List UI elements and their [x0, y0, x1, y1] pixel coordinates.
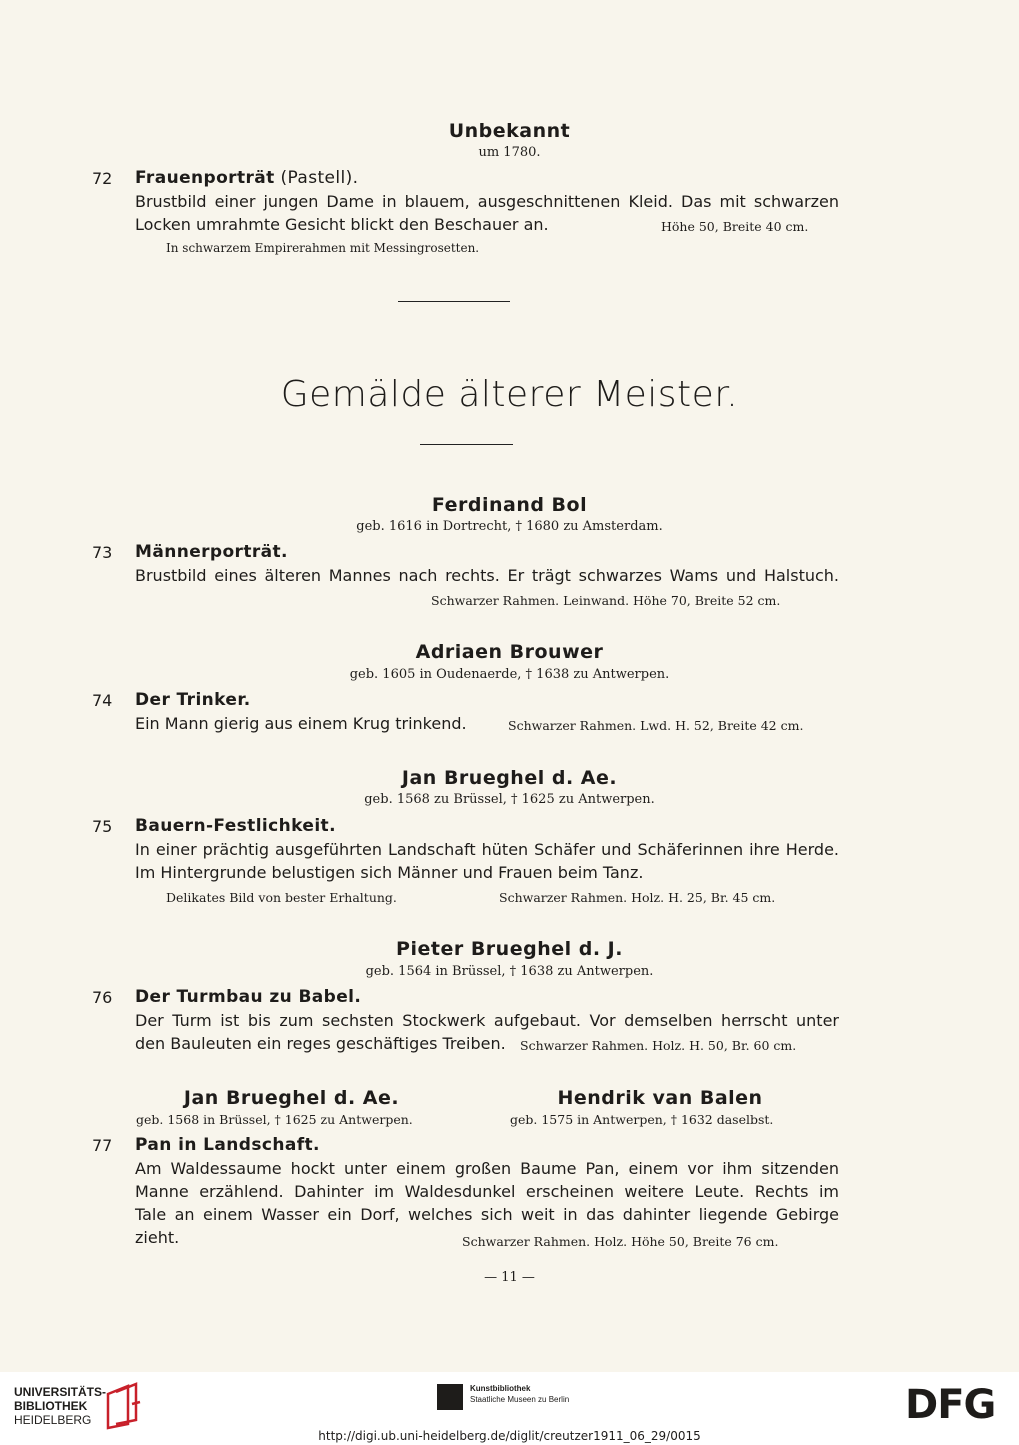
kunstbibliothek-name: [470, 1383, 569, 1405]
lot-description-line: Tale an einem Wasser ein Dorf, welches sich weit in das dahinter liegende Gebirge: [135, 1205, 839, 1224]
lot-number: 75: [92, 817, 113, 836]
kunstbibliothek-line: Kunstbibliothek: [470, 1384, 531, 1393]
lot-number: 73: [92, 543, 113, 562]
lot-title: Der Trinker.: [135, 690, 251, 710]
lot-meta: Schwarzer Rahmen. Leinwand. Höhe 70, Breite 52 cm.: [431, 593, 781, 608]
digitization-footer: [0, 1372, 1019, 1445]
artist-heading: Unbekannt: [448, 120, 571, 142]
artist-life-dates: um 1780.: [478, 145, 541, 160]
library-name: [14, 1385, 106, 1427]
artist-heading: Jan Brueghel d. Ae.: [183, 1087, 400, 1109]
lot-description-line: Locken umrahmte Gesicht blickt den Beschauer an.: [135, 215, 549, 234]
artist-heading: Jan Brueghel d. Ae.: [401, 767, 618, 789]
lot-number: 74: [92, 691, 113, 710]
artist-heading: Hendrik van Balen: [557, 1087, 763, 1109]
lot-title: [135, 168, 358, 188]
library-logo-icon: [104, 1380, 142, 1430]
lot-description-line: Manne erzählend. Dahinter im Waldesdunkel erscheinen weitere Leute. Rechts im: [135, 1182, 839, 1201]
kunstbibliothek-line: Staatliche Museen zu Berlin: [470, 1395, 570, 1404]
lot-description-line: Der Turm ist bis zum sechsten Stockwerk aufgebaut. Vor demselben herrscht unter: [135, 1011, 839, 1030]
lot-note: Delikates Bild von bester Erhaltung.: [166, 890, 397, 905]
artist-heading: Adriaen Brouwer: [415, 641, 604, 663]
lot-description-line: Brustbild einer jungen Dame in blauem, ausgeschnittenen Kleid. Das mit schwarzen: [135, 192, 839, 211]
lot-title: Männerporträt.: [135, 542, 288, 562]
artist-life-dates: geb. 1568 zu Brüssel, † 1625 zu Antwerpen.: [364, 792, 655, 807]
divider: [398, 301, 510, 302]
lot-description-line: Brustbild eines älteren Mannes nach rechts. Er trägt schwarzes Wams und Halstuch.: [135, 566, 839, 585]
lot-title-medium: (Pastell).: [274, 168, 359, 188]
library-name-line: BIBLIOTHEK: [14, 1399, 88, 1413]
artist-life-dates: geb. 1564 in Brüssel, † 1638 zu Antwerpen.: [365, 964, 654, 979]
lot-meta: Schwarzer Rahmen. Holz. Höhe 50, Breite 76 cm.: [462, 1234, 779, 1249]
lot-note: In schwarzem Empirerahmen mit Messingrosetten.: [166, 241, 480, 255]
artist-heading: Ferdinand Bol: [431, 494, 588, 516]
lot-title: Pan in Landschaft.: [135, 1135, 320, 1155]
dfg-logo: DFG: [905, 1382, 996, 1428]
library-name-line: UNIVERSITÄTS-: [14, 1385, 107, 1399]
source-url-link[interactable]: http://digi.ub.uni-heidelberg.de/diglit/creutzer1911_06_29/0015: [318, 1429, 701, 1443]
lot-description-line: Am Waldessaume hockt unter einem großen Baume Pan, einem vor ihm sitzenden: [135, 1159, 839, 1178]
artist-life-dates: geb. 1616 in Dortrecht, † 1680 zu Amsterdam.: [356, 519, 663, 534]
artist-heading: Pieter Brueghel d. J.: [396, 938, 623, 960]
lot-description-line: den Bauleuten ein reges geschäftiges Treiben.: [135, 1034, 506, 1053]
lot-description-line: Im Hintergrunde belustigen sich Männer und Frauen beim Tanz.: [135, 863, 644, 882]
lot-number: 72: [92, 169, 113, 188]
section-title: Gemälde älterer Meister.: [280, 374, 739, 415]
kunstbibliothek-logo-icon: [437, 1384, 463, 1410]
lot-meta: Schwarzer Rahmen. Lwd. H. 52, Breite 42 cm.: [508, 718, 804, 733]
artist-life-dates: geb. 1575 in Antwerpen, † 1632 daselbst.: [510, 1112, 774, 1127]
lot-meta: Schwarzer Rahmen. Holz. H. 50, Br. 60 cm.: [520, 1038, 797, 1053]
lot-description-line: In einer prächtig ausgeführten Landschaft hüten Schäfer und Schäferinnen ihre Herde.: [135, 840, 839, 859]
artist-life-dates: geb. 1568 in Brüssel, † 1625 zu Antwerpen.: [136, 1112, 413, 1127]
lot-number: 76: [92, 988, 113, 1007]
lot-description-line: zieht.: [135, 1228, 180, 1247]
lot-dimensions: Höhe 50, Breite 40 cm.: [661, 219, 809, 234]
lot-meta: Schwarzer Rahmen. Holz. H. 25, Br. 45 cm.: [499, 890, 776, 905]
lot-title-text: Frauenporträt: [135, 168, 275, 188]
lot-description-line: Ein Mann gierig aus einem Krug trinkend.: [135, 714, 467, 733]
lot-number: 77: [92, 1136, 113, 1155]
lot-title: Bauern-Festlichkeit.: [135, 816, 336, 836]
divider: [420, 444, 513, 445]
artist-life-dates: geb. 1605 in Oudenaerde, † 1638 zu Antwerpen.: [349, 667, 670, 682]
lot-title: Der Turmbau zu Babel.: [135, 987, 362, 1007]
library-name-line: HEIDELBERG: [14, 1413, 92, 1427]
page-number: — 11 —: [484, 1270, 535, 1285]
